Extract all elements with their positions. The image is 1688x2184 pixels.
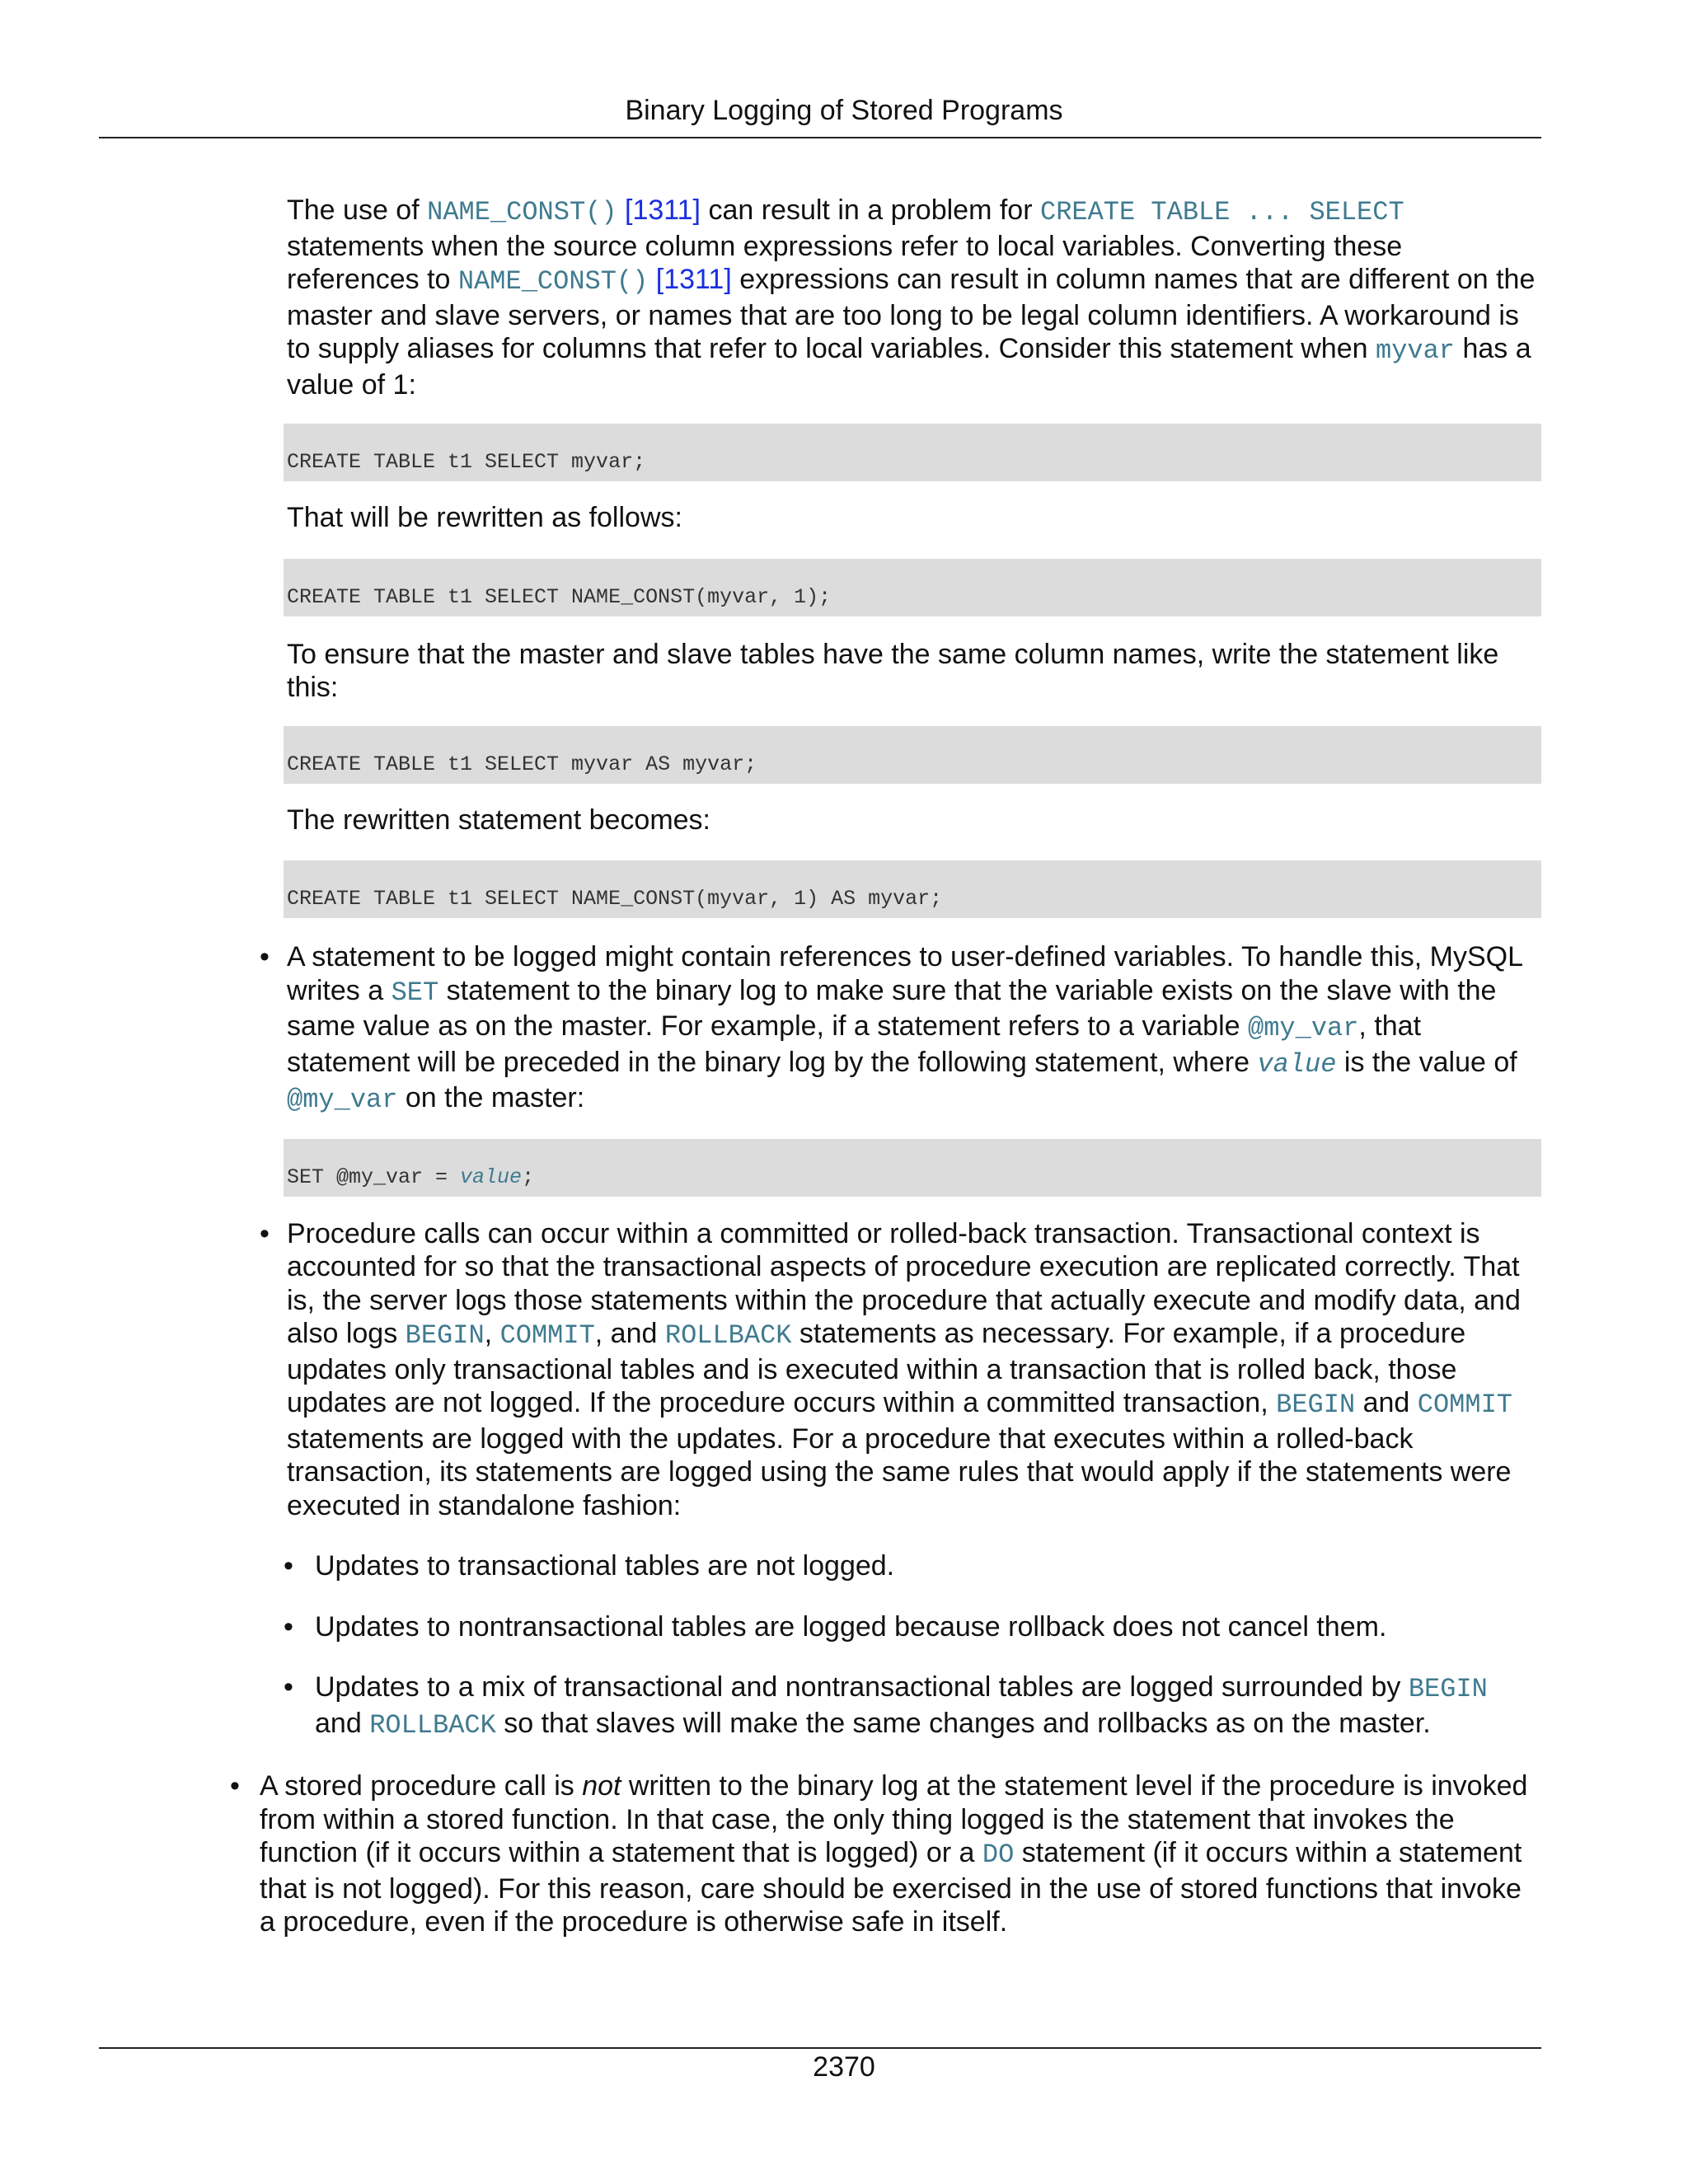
code-set: SET — [391, 977, 439, 1008]
code-begin: BEGIN — [405, 1320, 485, 1351]
code-create-table-select: CREATE TABLE ... SELECT — [1039, 197, 1404, 227]
code-myvar: myvar — [1375, 335, 1455, 366]
code-placeholder: value — [460, 1165, 523, 1189]
code-commit: COMMIT — [499, 1320, 595, 1351]
code-begin: BEGIN — [1408, 1674, 1488, 1704]
running-header: Binary Logging of Stored Programs — [625, 95, 1063, 126]
code-rollback: ROLLBACK — [664, 1320, 792, 1351]
code-my-var: @my_var — [1248, 1013, 1359, 1043]
paragraph-ensure: To ensure that the master and slave tables have the same column names, write the statement like this: — [287, 638, 1499, 703]
list-item: • Procedure calls can occur within a committed or rolled-back transaction. Transactional context is accounted for so that the transactional aspects of procedure execution are replicated correctly. That is, the server logs those statements within the procedure that actually execute and modify data, and also logs BEGIN, COMMIT, and ROLLBACK statements as necessary. For example, if a procedure updates only transactional tables and is executed within a transaction that is rolled back, those updates are not logged. If the procedure occurs within a committed transaction, BEGIN and COMMIT statements are logged with the updates. For a procedure that executes within a rolled-back transaction, its statements are logged using the same rules that would apply if the statements were executed in standalone fashion: — [260, 1217, 1521, 1521]
code-block: CREATE TABLE t1 SELECT NAME_CONST(myvar, 1) AS myvar; — [284, 860, 1541, 918]
emphasis-not: not — [582, 1770, 621, 1802]
bullet-marker: • — [230, 1770, 240, 1802]
code-begin: BEGIN — [1276, 1390, 1356, 1420]
list-item: • A stored procedure call is not written to the binary log at the statement level if the procedure is invoked from within a stored function. In that case, the only thing logged is the statement that invokes the function (if it occurs within a statement that is logged) or a DO statement (if it occurs within a statement that is not logged). For this reason, care should be exercised in the use of stored functions that invoke a procedure, even if the procedure is otherwise safe in itself. — [230, 1770, 1528, 1938]
sub-list-item: • Updates to nontransactional tables are logged because rollback does not cancel them. — [284, 1610, 1387, 1643]
paragraph-becomes: The rewritten statement becomes: — [287, 804, 711, 836]
bullet-marker: • — [284, 1671, 293, 1703]
list-item: • A statement to be logged might contain references to user-defined variables. To handle this, MySQL writes a SET statement to the binary log to make sure that the variable exists on the slave with the same value as on the master. For example, if a statement refers to a variable @my_var, that statement will be preceded in the binary log by the following statement, where value is the value of @my_var on the master: — [260, 941, 1522, 1115]
code-value: value — [1257, 1048, 1337, 1080]
bullet-marker: • — [284, 1610, 293, 1643]
bullet-marker: • — [260, 1217, 270, 1249]
sub-list-item: • Updates to transactional tables are not logged. — [284, 1550, 895, 1582]
code-block: CREATE TABLE t1 SELECT myvar AS myvar; — [284, 726, 1541, 784]
code-do: DO — [982, 1840, 1015, 1870]
paragraph-rewritten: That will be rewritten as follows: — [287, 502, 682, 533]
code-commit: COMMIT — [1417, 1390, 1512, 1420]
intro-paragraph: The use of NAME_CONST() [1311] can result in a problem for CREATE TABLE ... SELECT statements when the source column expressions refer to local variables. Converting these references to NAME_CONST() [1311] expressions can result in column names that are different on the master and slave servers, or names that are too long to be legal column identifiers. A workaround is to supply aliases for columns that refer to local variables. Consider this statement when myvar has a value of 1: — [287, 194, 1536, 401]
code-name-const: NAME_CONST() — [457, 266, 649, 297]
bullet-marker: • — [260, 941, 270, 972]
page-number: 2370 — [813, 2051, 875, 2083]
code-block: SET @my_var = value; — [284, 1139, 1541, 1197]
bullet-marker: • — [284, 1550, 293, 1582]
page-ref-link[interactable]: [1311] — [625, 194, 701, 226]
sub-list-item: • Updates to a mix of transactional and nontransactional tables are logged surrounded by BEGIN and ROLLBACK so that slaves will make the same changes and rollbacks as on the master. — [284, 1671, 1488, 1741]
header-rule — [99, 137, 1541, 138]
code-my-var: @my_var — [287, 1085, 398, 1115]
code-rollback: ROLLBACK — [369, 1709, 496, 1741]
code-block: CREATE TABLE t1 SELECT NAME_CONST(myvar, 1); — [284, 559, 1541, 616]
code-block: CREATE TABLE t1 SELECT myvar; — [284, 424, 1541, 481]
code-name-const: NAME_CONST() — [427, 197, 617, 227]
page-ref-link[interactable]: [1311] — [655, 264, 732, 295]
page-content — [0, 194, 1688, 1939]
